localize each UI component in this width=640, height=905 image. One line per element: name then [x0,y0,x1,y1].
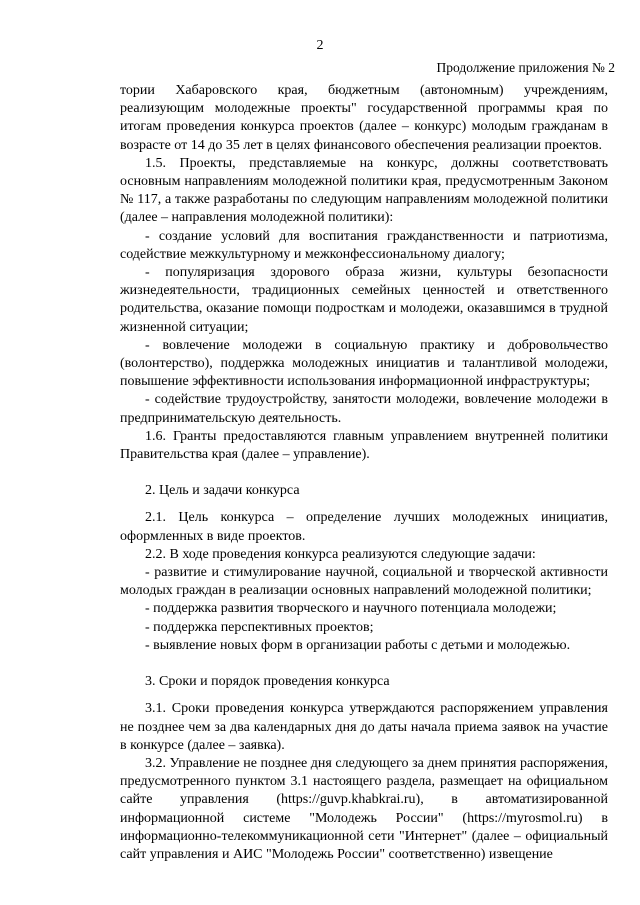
paragraph: 1.6. Гранты предоставляются главным управлением внутренней политики Правительства края (далее – управление). [120,428,608,463]
list-item: - поддержка перспективных проектов; [145,619,374,635]
paragraph: 2.2. В ходе проведения конкурса реализуются следующие задачи: [145,546,536,562]
list-item: - развитие и стимулирование научной, социальной и творческой активности молодых граждан в реализации основных направлений молодежной политики; [120,565,608,599]
paragraph: 1.5. Проекты, представляемые на конкурс, должны соответствовать основным направлениям молодежной политики края, предусмотренным Законом № 117, а также разработаны по следующим направлениям молодежной политики (далее – направления молодежной политики): [120,155,608,226]
list-item: - создание условий для воспитания гражданственности и патриотизма, содействие межкультурному и межконфессиональному диалогу; [120,228,608,262]
paragraph: 3.2. Управление не позднее дня следующего за днем принятия распоряжения, предусмотренного пунктом 3.1 настоящего раздела, размещает на официальном сайте управления (https://guvp.khabkrai.ru), в автоматизированной информационной системе "Молодежь России" (https://myrosmol.ru) в информационно-телекоммуникационной сети "Интернет" (далее – официальный сайт управления и АИС "Молодежь России" соответственно) извещение [120,755,608,862]
paragraph: тории Хабаровского края, бюджетным (автономным) учреждениям, реализующим молодежные проекты" государственной программы края по итогам проведения конкурса проектов (далее – конкурс) молодым гражданам в возрасте от 14 до 35 лет в целях финансового обеспечения реализации проектов. [120,83,608,153]
list-item: - популяризация здорового образа жизни, культуры безопасности жизнедеятельности, традиционных семейных ценностей и ответственного родительства, оказание помощи подросткам и молодежи, оказавшимся в трудной жизненной ситуации; [120,265,608,335]
list-item: - поддержка развития творческого и научного потенциала молодежи; [145,601,557,617]
section-heading: 3. Сроки и порядок проведения конкурса [145,674,390,690]
document-body [120,82,608,864]
list-item: - выявление новых форм в организации работы с детьми и молодежью. [145,637,571,653]
paragraph: 3.1. Сроки проведения конкурса утверждаются распоряжением управления не позднее чем за два календарных дня до даты начала приема заявок на участие в конкурсе (далее – заявка). [120,701,608,753]
page-number: 2 [316,38,324,53]
paragraph: 2.1. Цель конкурса – определение лучших молодежных инициатив, оформленных в виде проектов. [120,510,608,544]
section-heading: 2. Цель и задачи конкурса [145,483,300,499]
list-item: - содействие трудоустройству, занятости молодежи, вовлечение молодежи в предпринимательскую деятельность. [120,392,608,426]
list-item: - вовлечение молодежи в социальную практику и добровольчество (волонтерство), поддержка молодежных инициатив и талантливой молодежи, повышение эффективности использования информационной инфраструктуры; [120,337,608,390]
appendix-continuation-label: Продолжение приложения № 2 [436,60,615,75]
